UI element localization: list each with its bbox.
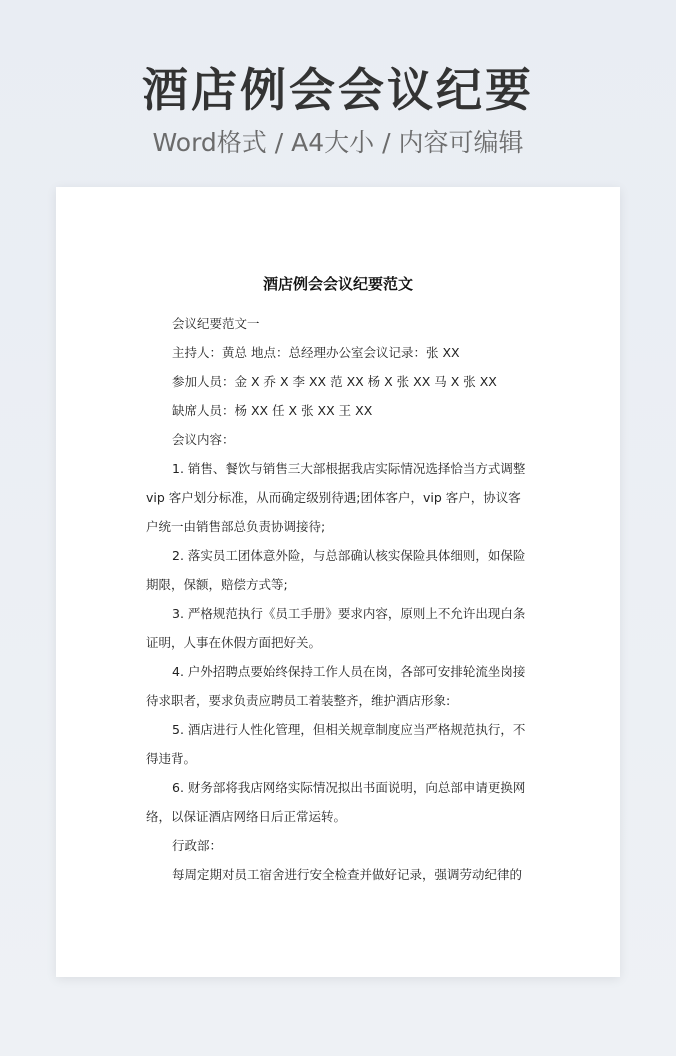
content-label: 会议内容：	[172, 432, 235, 447]
list-item: 6. 财务部将我店网络实际情况拟出书面说明，向总部申请更换网络，以保证酒店网络日后正常运转。	[146, 780, 526, 824]
section-name: 会议纪要范文一	[172, 316, 260, 331]
list-item: 3. 严格规范执行《员工手册》要求内容，原则上不允许出现白条证明，人事在休假方面把好关。	[146, 606, 526, 650]
admin-text: 每周定期对员工宿舍进行安全检查并做好记录，强调劳动纪律的	[172, 867, 523, 882]
list-item: 5. 酒店进行人性化管理，但相关规章制度应当严格规范执行，不得违背。	[146, 722, 526, 766]
document-body	[146, 309, 529, 889]
attendees-line: 参加人员：金 X 乔 X 李 XX 范 XX 杨 X 张 XX 马 X 张 XX	[172, 374, 497, 389]
document-title: 酒店例会会议纪要范文	[262, 275, 413, 293]
page-subtitle: Word格式 / A4大小 / 内容可编辑	[152, 128, 524, 157]
list-item: 2. 落实员工团体意外险，与总部确认核实保险具体细则，如保险期限，保额，赔偿方式等;	[146, 548, 526, 592]
admin-label: 行政部：	[172, 838, 223, 853]
page-header	[0, 60, 676, 160]
list-item: 1. 销售、餐饮与销售三大部根据我店实际情况选择恰当方式调整vip 客户划分标准，从而确定级别待遇;团体客户，vip 客户，协议客户统一由销售部总负责协调接待;	[146, 461, 526, 534]
host-line: 主持人：黄总 地点：总经理办公室会议记录：张 XX	[172, 345, 460, 360]
page-title: 酒店例会会议纪要	[142, 63, 534, 117]
list-item: 4. 户外招聘点要始终保持工作人员在岗，各部可安排轮流坐岗接待求职者，要求负责应聘员工着装整齐，维护酒店形象:	[146, 664, 526, 708]
absentees-line: 缺席人员：杨 XX 任 X 张 XX 王 XX	[172, 403, 373, 418]
document-page	[56, 187, 620, 977]
